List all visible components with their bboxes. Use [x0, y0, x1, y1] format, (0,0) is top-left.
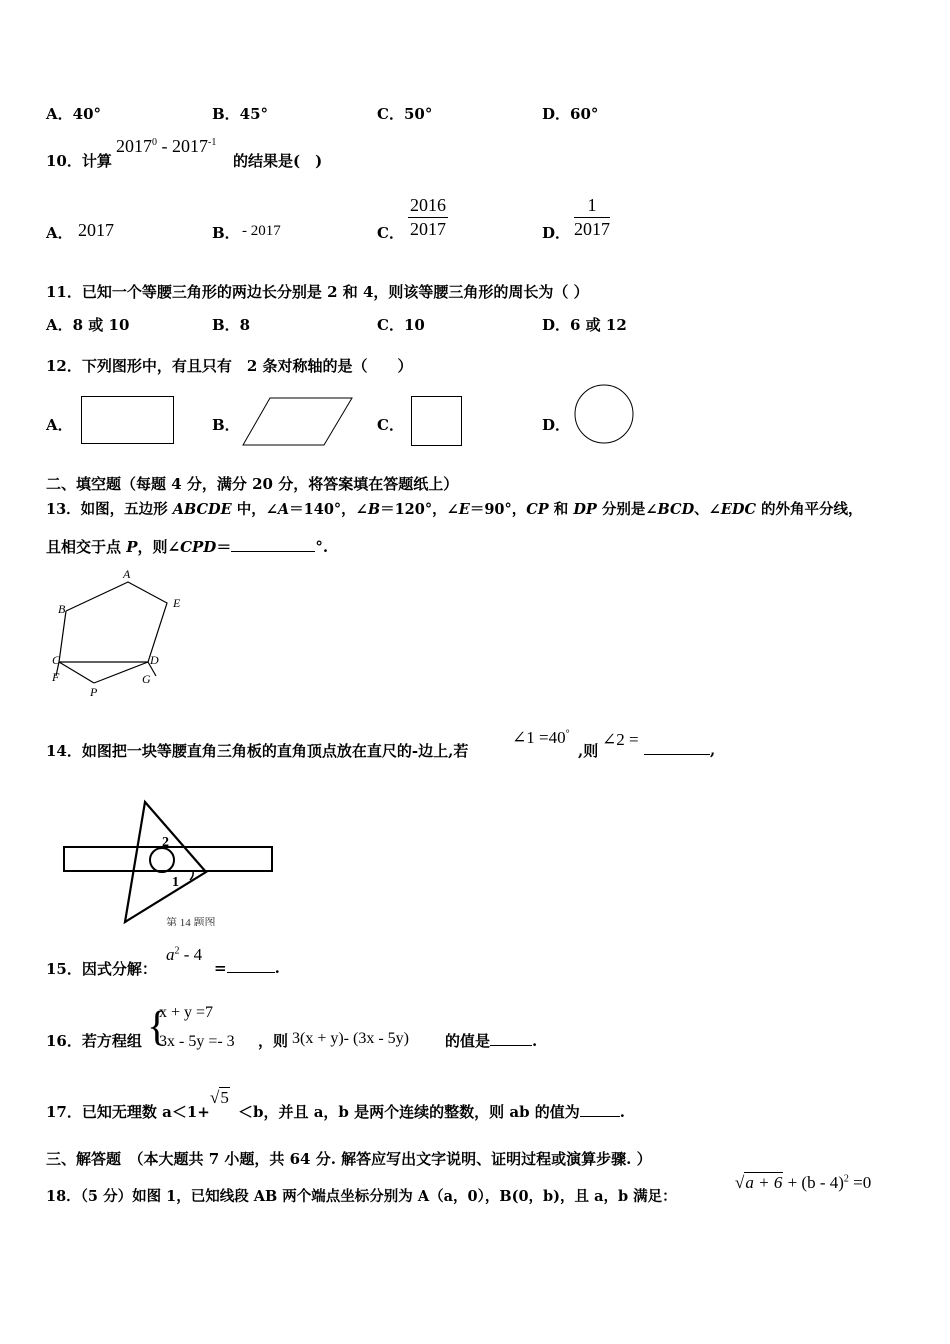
q17-sqrt: √5 — [210, 1088, 229, 1107]
q16-expression: 3(x + y)- (3x - 5y) — [292, 1030, 409, 1047]
q10-a-value: 2017 — [78, 220, 114, 240]
q10-a-label: A． — [46, 224, 73, 242]
q12-stem: 12．下列图形中，有且只有 2 条对称轴的是（ ） — [46, 357, 413, 375]
q12-c-label: C． — [377, 416, 404, 434]
q9-option-a: A．40° — [46, 105, 102, 123]
q18-stem: 18．（5 分）如图 1，已知线段 AB 两个端点坐标分别为 A（a，0），B(0，b)，且 a，b 满足： — [46, 1188, 677, 1205]
q10-tail: 的结果是( ) — [233, 152, 323, 170]
q13-answer-blank[interactable] — [231, 537, 315, 552]
q12-circle-figure — [573, 383, 635, 445]
q12-parallelogram-figure — [242, 397, 354, 447]
q10-expression: $2017^0 - 2017^{-1}$ — [116, 136, 217, 156]
q17-stem-b: ＜b，并且 a，b 是两个连续的整数，则 ab 的值为 . — [238, 1103, 626, 1121]
q9-option-d: D．60° — [542, 105, 599, 123]
q11-option-b: B．8 — [212, 316, 251, 334]
q17-stem-a: 17．已知无理数 a＜1+ — [46, 1103, 210, 1121]
q13-line1: 13．如图，五边形 ABCDE 中，∠A＝140°，∠B＝120°，∠E＝90°，CP 和 DP 分别是∠BCD、∠EDC 的外角平分线， — [46, 501, 863, 518]
q16-answer-blank[interactable] — [490, 1031, 532, 1046]
q14-condition: ∠1 =40° — [512, 728, 570, 747]
q13-label-a: A — [123, 567, 131, 581]
q12-d-label: D． — [542, 416, 571, 434]
q11-option-c: C．10 — [377, 316, 425, 334]
q12-b-label: B． — [212, 416, 240, 434]
q16-system-brace: { — [147, 1004, 168, 1050]
q10-d-label: D． — [542, 224, 571, 242]
q16-equation-2: 3x - 5y =- 3 — [159, 1033, 235, 1050]
q16-stem: 16．若方程组 — [46, 1032, 142, 1050]
q11-option-d: D．6 或 12 — [542, 316, 627, 334]
q10-c-label: C． — [377, 224, 404, 242]
q13-label-b: B — [58, 602, 66, 616]
q10-b-value: - 2017 — [242, 223, 281, 239]
q13-label-d: D — [150, 653, 159, 667]
q16-equation-1: x + y =7 — [159, 1004, 214, 1021]
q14-then: ,则 — [578, 742, 599, 760]
q14-ruler-triangle-figure — [60, 796, 276, 926]
section-three-heading: 三、解答题 （本大题共 7 小题，共 64 分. 解答应写出文字说明、证明过程或演算步骤. ） — [46, 1150, 652, 1168]
q13-pentagon-figure — [46, 566, 196, 700]
q14-angle-two-label: 2 — [162, 835, 169, 850]
q12-rectangle-figure — [81, 396, 174, 444]
q13-label-p: P — [90, 685, 98, 699]
q13-label-c: C — [52, 653, 61, 667]
q15-expression: $a^2 - 4$ — [166, 945, 203, 964]
section-two-heading: 二、填空题（每题 4 分，满分 20 分，将答案填在答题纸上） — [46, 475, 459, 493]
q10-d-fraction: $\frac{1}{2017}$ — [574, 195, 610, 239]
q13-label-e: E — [173, 596, 181, 610]
q16-mid: ，则 — [258, 1032, 289, 1050]
q14-ask: ∠2 = — [602, 730, 639, 749]
q14-stem: 14．如图把一块等腰直角三角板的直角顶点放在直尺的-边上,若 — [46, 742, 469, 760]
q15-answer-blank[interactable] — [227, 958, 275, 973]
q17-answer-blank[interactable] — [580, 1102, 620, 1117]
q14-answer-blank[interactable] — [644, 740, 710, 755]
q14-angle-one-label: 1 — [172, 875, 179, 890]
q13-line2: 且相交于点 P，则∠CPD＝ °. — [46, 538, 329, 556]
q10-c-fraction: $\frac{2016}{2017}$ — [410, 195, 446, 239]
q15-stem: 15．因式分解： — [46, 960, 157, 978]
q18-condition: √a + 6 + (b - 4)$^2$ =0 — [735, 1173, 872, 1192]
q13-label-g: G — [142, 672, 151, 686]
q11-option-a: A．8 或 10 — [46, 316, 130, 334]
q9-option-c: C．50° — [377, 105, 433, 123]
q10-b-label: B． — [212, 224, 240, 242]
q15-answer-line: = . — [214, 959, 280, 977]
q12-square-figure — [411, 396, 462, 446]
q10-number: 10．计算 — [46, 152, 112, 170]
q11-stem: 11．已知一个等腰三角形的两边长分别是 2 和 4，则该等腰三角形的周长为（ ） — [46, 283, 589, 301]
q14-figure-caption: 第 14 题图 — [166, 917, 216, 926]
q16-tail: 的值是 . — [445, 1032, 538, 1050]
q14-blank-line: , — [644, 740, 715, 759]
q12-a-label: A． — [46, 416, 73, 434]
q13-label-f: F — [52, 670, 60, 684]
q9-option-b: B．45° — [212, 105, 269, 123]
